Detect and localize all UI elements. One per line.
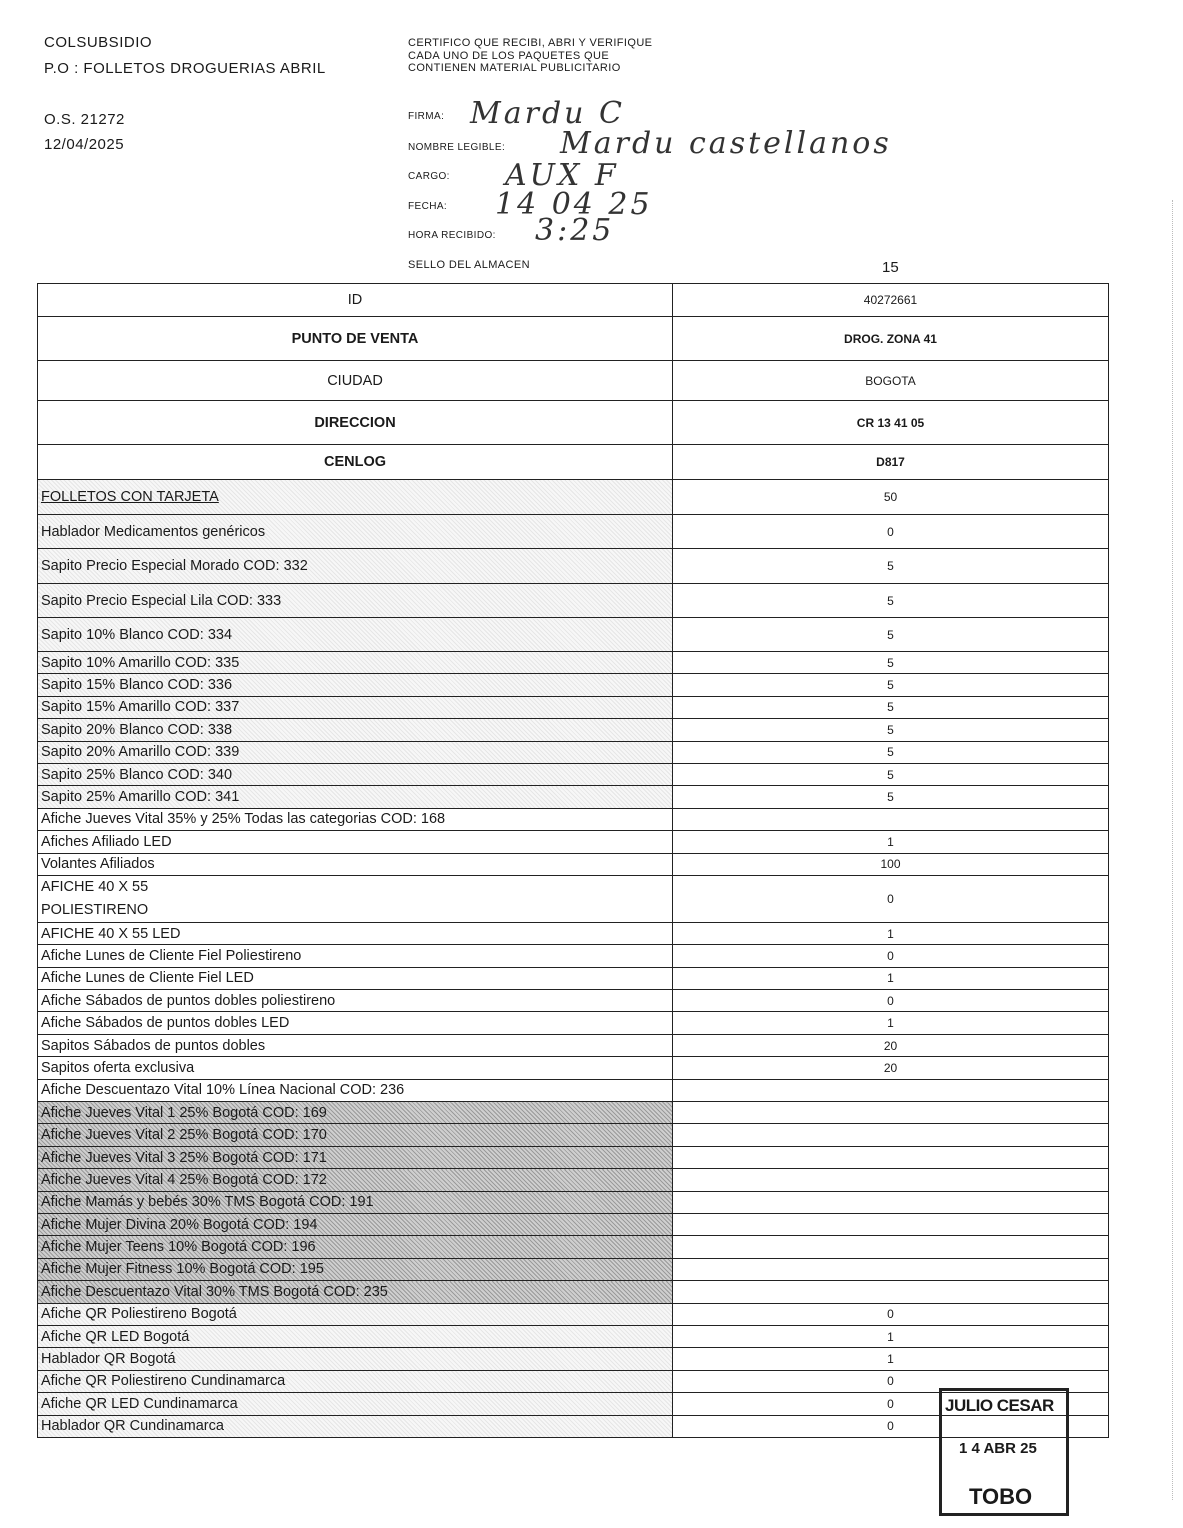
- item-quantity: 5: [673, 652, 1109, 674]
- item-quantity: 0: [673, 1393, 1109, 1415]
- item-row: [38, 741, 1109, 763]
- cargo-label: CARGO:: [408, 171, 450, 182]
- item-row: [38, 480, 1109, 515]
- item-label: Afiche Descuentazo Vital 10% Línea Nacional COD: 236: [38, 1079, 673, 1101]
- info-label: DIRECCION: [38, 401, 673, 445]
- info-label: CIUDAD: [38, 361, 673, 401]
- info-value: DROG. ZONA 41: [673, 317, 1109, 361]
- item-label: [38, 875, 673, 922]
- firma-handwriting: Mardu C: [470, 96, 625, 131]
- item-quantity: 20: [673, 1057, 1109, 1079]
- item-quantity: [673, 1169, 1109, 1191]
- item-label: Sapitos Sábados de puntos dobles: [38, 1034, 673, 1056]
- item-quantity: 0: [673, 515, 1109, 549]
- item-row: [38, 831, 1109, 853]
- item-quantity: [673, 1079, 1109, 1101]
- item-label: Sapito 20% Amarillo COD: 339: [38, 741, 673, 763]
- item-row: [38, 1213, 1109, 1235]
- item-label: Afiche Lunes de Cliente Fiel LED: [38, 967, 673, 989]
- item-row: [38, 1191, 1109, 1213]
- item-quantity: 5: [673, 696, 1109, 718]
- item-label: Sapito 25% Blanco COD: 340: [38, 763, 673, 785]
- item-quantity: [673, 808, 1109, 830]
- item-quantity: 0: [673, 1303, 1109, 1325]
- info-row: [38, 317, 1109, 361]
- info-label: CENLOG: [38, 445, 673, 480]
- item-row: [38, 922, 1109, 944]
- nombre-label: NOMBRE LEGIBLE:: [408, 142, 506, 153]
- item-row: [38, 696, 1109, 718]
- item-quantity: 1: [673, 1348, 1109, 1370]
- stamp-line-3: TOBO: [969, 1484, 1033, 1509]
- nombre-handwriting: Mardu castellanos: [560, 126, 892, 161]
- order-number: O.S. 21272: [44, 111, 125, 128]
- item-row: [38, 618, 1109, 652]
- item-label: AFICHE 40 X 55 LED: [38, 922, 673, 944]
- item-quantity: [673, 1236, 1109, 1258]
- item-quantity: [673, 1102, 1109, 1124]
- firma-label: FIRMA:: [408, 111, 445, 122]
- item-quantity: [673, 1213, 1109, 1235]
- item-quantity: 1: [673, 831, 1109, 853]
- item-row: [38, 786, 1109, 808]
- item-label: Afiche Lunes de Cliente Fiel Poliestireno: [38, 945, 673, 967]
- item-quantity: [673, 1281, 1109, 1303]
- item-label-line-1: AFICHE 40 X 55: [41, 878, 149, 895]
- info-label: PUNTO DE VENTA: [38, 317, 673, 361]
- hora-label: HORA RECIBIDO:: [408, 230, 496, 241]
- item-label: Hablador QR Cundinamarca: [38, 1415, 673, 1437]
- item-row: [38, 719, 1109, 741]
- item-label: Afiche Jueves Vital 35% y 25% Todas las categorias COD: 168: [38, 808, 673, 830]
- item-row: [38, 763, 1109, 785]
- item-row: [38, 1258, 1109, 1280]
- item-label: Afiche QR Poliestireno Bogotá: [38, 1303, 673, 1325]
- item-quantity: 5: [673, 584, 1109, 618]
- item-label: Afiche Mujer Divina 20% Bogotá COD: 194: [38, 1213, 673, 1235]
- stamp-line-2: 1 4 ABR 25: [959, 1440, 1037, 1457]
- item-quantity: 50: [673, 480, 1109, 515]
- item-label: Afiche Sábados de puntos dobles LED: [38, 1012, 673, 1034]
- item-label: Sapito 10% Blanco COD: 334: [38, 618, 673, 652]
- item-quantity: 20: [673, 1034, 1109, 1056]
- item-row: [38, 1348, 1109, 1370]
- item-quantity: 5: [673, 719, 1109, 741]
- item-quantity: 5: [673, 763, 1109, 785]
- item-row: [38, 853, 1109, 875]
- info-row: [38, 445, 1109, 480]
- info-label: ID: [38, 284, 673, 317]
- item-row: [38, 1303, 1109, 1325]
- item-quantity: 1: [673, 922, 1109, 944]
- item-quantity: 0: [673, 875, 1109, 922]
- item-label: Afiche QR LED Bogotá: [38, 1325, 673, 1347]
- item-label: Sapito 15% Blanco COD: 336: [38, 674, 673, 696]
- item-label: Sapito Precio Especial Lila COD: 333: [38, 584, 673, 618]
- item-label: Sapitos oferta exclusiva: [38, 1057, 673, 1079]
- info-row: [38, 401, 1109, 445]
- item-label: Afiche Descuentazo Vital 30% TMS Bogotá COD: 235: [38, 1281, 673, 1303]
- item-row: [38, 584, 1109, 618]
- item-row: [38, 1012, 1109, 1034]
- item-row: [38, 1325, 1109, 1347]
- cargo-handwriting: AUX F: [505, 158, 619, 193]
- item-label: Hablador Medicamentos genéricos: [38, 515, 673, 549]
- item-label: Afiche Mamás y bebés 30% TMS Bogotá COD: 191: [38, 1191, 673, 1213]
- item-label: Sapito 20% Blanco COD: 338: [38, 719, 673, 741]
- item-row: [38, 1236, 1109, 1258]
- item-row: [38, 1169, 1109, 1191]
- info-row: [38, 361, 1109, 401]
- item-label-line-2: POLIESTIRENO: [41, 901, 149, 918]
- document-date: 12/04/2025: [44, 136, 125, 153]
- item-label: Afiche QR LED Cundinamarca: [38, 1393, 673, 1415]
- scan-edge: [1170, 200, 1173, 1500]
- item-row: [38, 967, 1109, 989]
- item-label: Afiche Mujer Teens 10% Bogotá COD: 196: [38, 1236, 673, 1258]
- info-value: D817: [673, 445, 1109, 480]
- store-stamp: [939, 1388, 1067, 1516]
- item-quantity: 5: [673, 549, 1109, 584]
- item-row: [38, 549, 1109, 584]
- item-label: Afiche Jueves Vital 3 25% Bogotá COD: 171: [38, 1146, 673, 1168]
- item-quantity: [673, 1146, 1109, 1168]
- fecha-handwriting: 14 04 25: [495, 187, 653, 222]
- page-number: 15: [882, 259, 899, 276]
- item-quantity: 0: [673, 945, 1109, 967]
- project-name: P.O : FOLLETOS DROGUERIAS ABRIL: [44, 60, 326, 77]
- item-row: [38, 990, 1109, 1012]
- item-row: [38, 945, 1109, 967]
- item-quantity: 5: [673, 741, 1109, 763]
- item-label: Afiche Jueves Vital 2 25% Bogotá COD: 170: [38, 1124, 673, 1146]
- hora-handwriting: 3:25: [535, 213, 615, 248]
- item-label: Afiche QR Poliestireno Cundinamarca: [38, 1370, 673, 1392]
- item-quantity: 0: [673, 1415, 1109, 1437]
- item-quantity: [673, 1258, 1109, 1280]
- company-name: COLSUBSIDIO: [44, 34, 153, 51]
- certificate-text: CERTIFICO QUE RECIBI, ABRI Y VERIFIQUE CADA UNO DE LOS PAQUETES QUE CONTIENEN MATERIAL PUBLICITARIO: [408, 37, 653, 74]
- info-value: BOGOTA: [673, 361, 1109, 401]
- item-label: Afiche Mujer Fitness 10% Bogotá COD: 195: [38, 1258, 673, 1280]
- item-quantity: [673, 1191, 1109, 1213]
- item-row: [38, 652, 1109, 674]
- item-label: Sapito 25% Amarillo COD: 341: [38, 786, 673, 808]
- item-quantity: 100: [673, 853, 1109, 875]
- item-row: [38, 1146, 1109, 1168]
- fecha-label: FECHA:: [408, 201, 448, 212]
- item-quantity: 0: [673, 990, 1109, 1012]
- item-row: [38, 808, 1109, 830]
- item-quantity: [673, 1124, 1109, 1146]
- item-label: Hablador QR Bogotá: [38, 1348, 673, 1370]
- item-label: Sapito Precio Especial Morado COD: 332: [38, 549, 673, 584]
- item-row: [38, 1034, 1109, 1056]
- item-quantity: 5: [673, 786, 1109, 808]
- item-label: Afiche Jueves Vital 1 25% Bogotá COD: 169: [38, 1102, 673, 1124]
- info-value: CR 13 41 05: [673, 401, 1109, 445]
- item-label: Sapito 10% Amarillo COD: 335: [38, 652, 673, 674]
- item-row: [38, 1057, 1109, 1079]
- item-quantity: 1: [673, 1325, 1109, 1347]
- item-label: Afiche Jueves Vital 4 25% Bogotá COD: 172: [38, 1169, 673, 1191]
- item-row: [38, 1079, 1109, 1101]
- item-label: Volantes Afiliados: [38, 853, 673, 875]
- item-quantity: 1: [673, 1012, 1109, 1034]
- delivery-table: [37, 283, 1109, 1438]
- item-quantity: 1: [673, 967, 1109, 989]
- item-row: [38, 674, 1109, 696]
- item-label: Sapito 15% Amarillo COD: 337: [38, 696, 673, 718]
- item-label: FOLLETOS CON TARJETA: [38, 480, 673, 515]
- sello-label: SELLO DEL ALMACEN: [408, 259, 530, 271]
- item-row: [38, 1102, 1109, 1124]
- item-row: [38, 875, 1109, 922]
- item-quantity: 5: [673, 674, 1109, 696]
- item-row: [38, 1281, 1109, 1303]
- item-quantity: 0: [673, 1370, 1109, 1392]
- item-label: Afiches Afiliado LED: [38, 831, 673, 853]
- info-row: [38, 284, 1109, 317]
- stamp-line-1: JULIO CESAR: [945, 1396, 1054, 1415]
- item-row: [38, 515, 1109, 549]
- item-row: [38, 1124, 1109, 1146]
- item-label: Afiche Sábados de puntos dobles poliestireno: [38, 990, 673, 1012]
- item-quantity: 5: [673, 618, 1109, 652]
- info-value: 40272661: [673, 284, 1109, 317]
